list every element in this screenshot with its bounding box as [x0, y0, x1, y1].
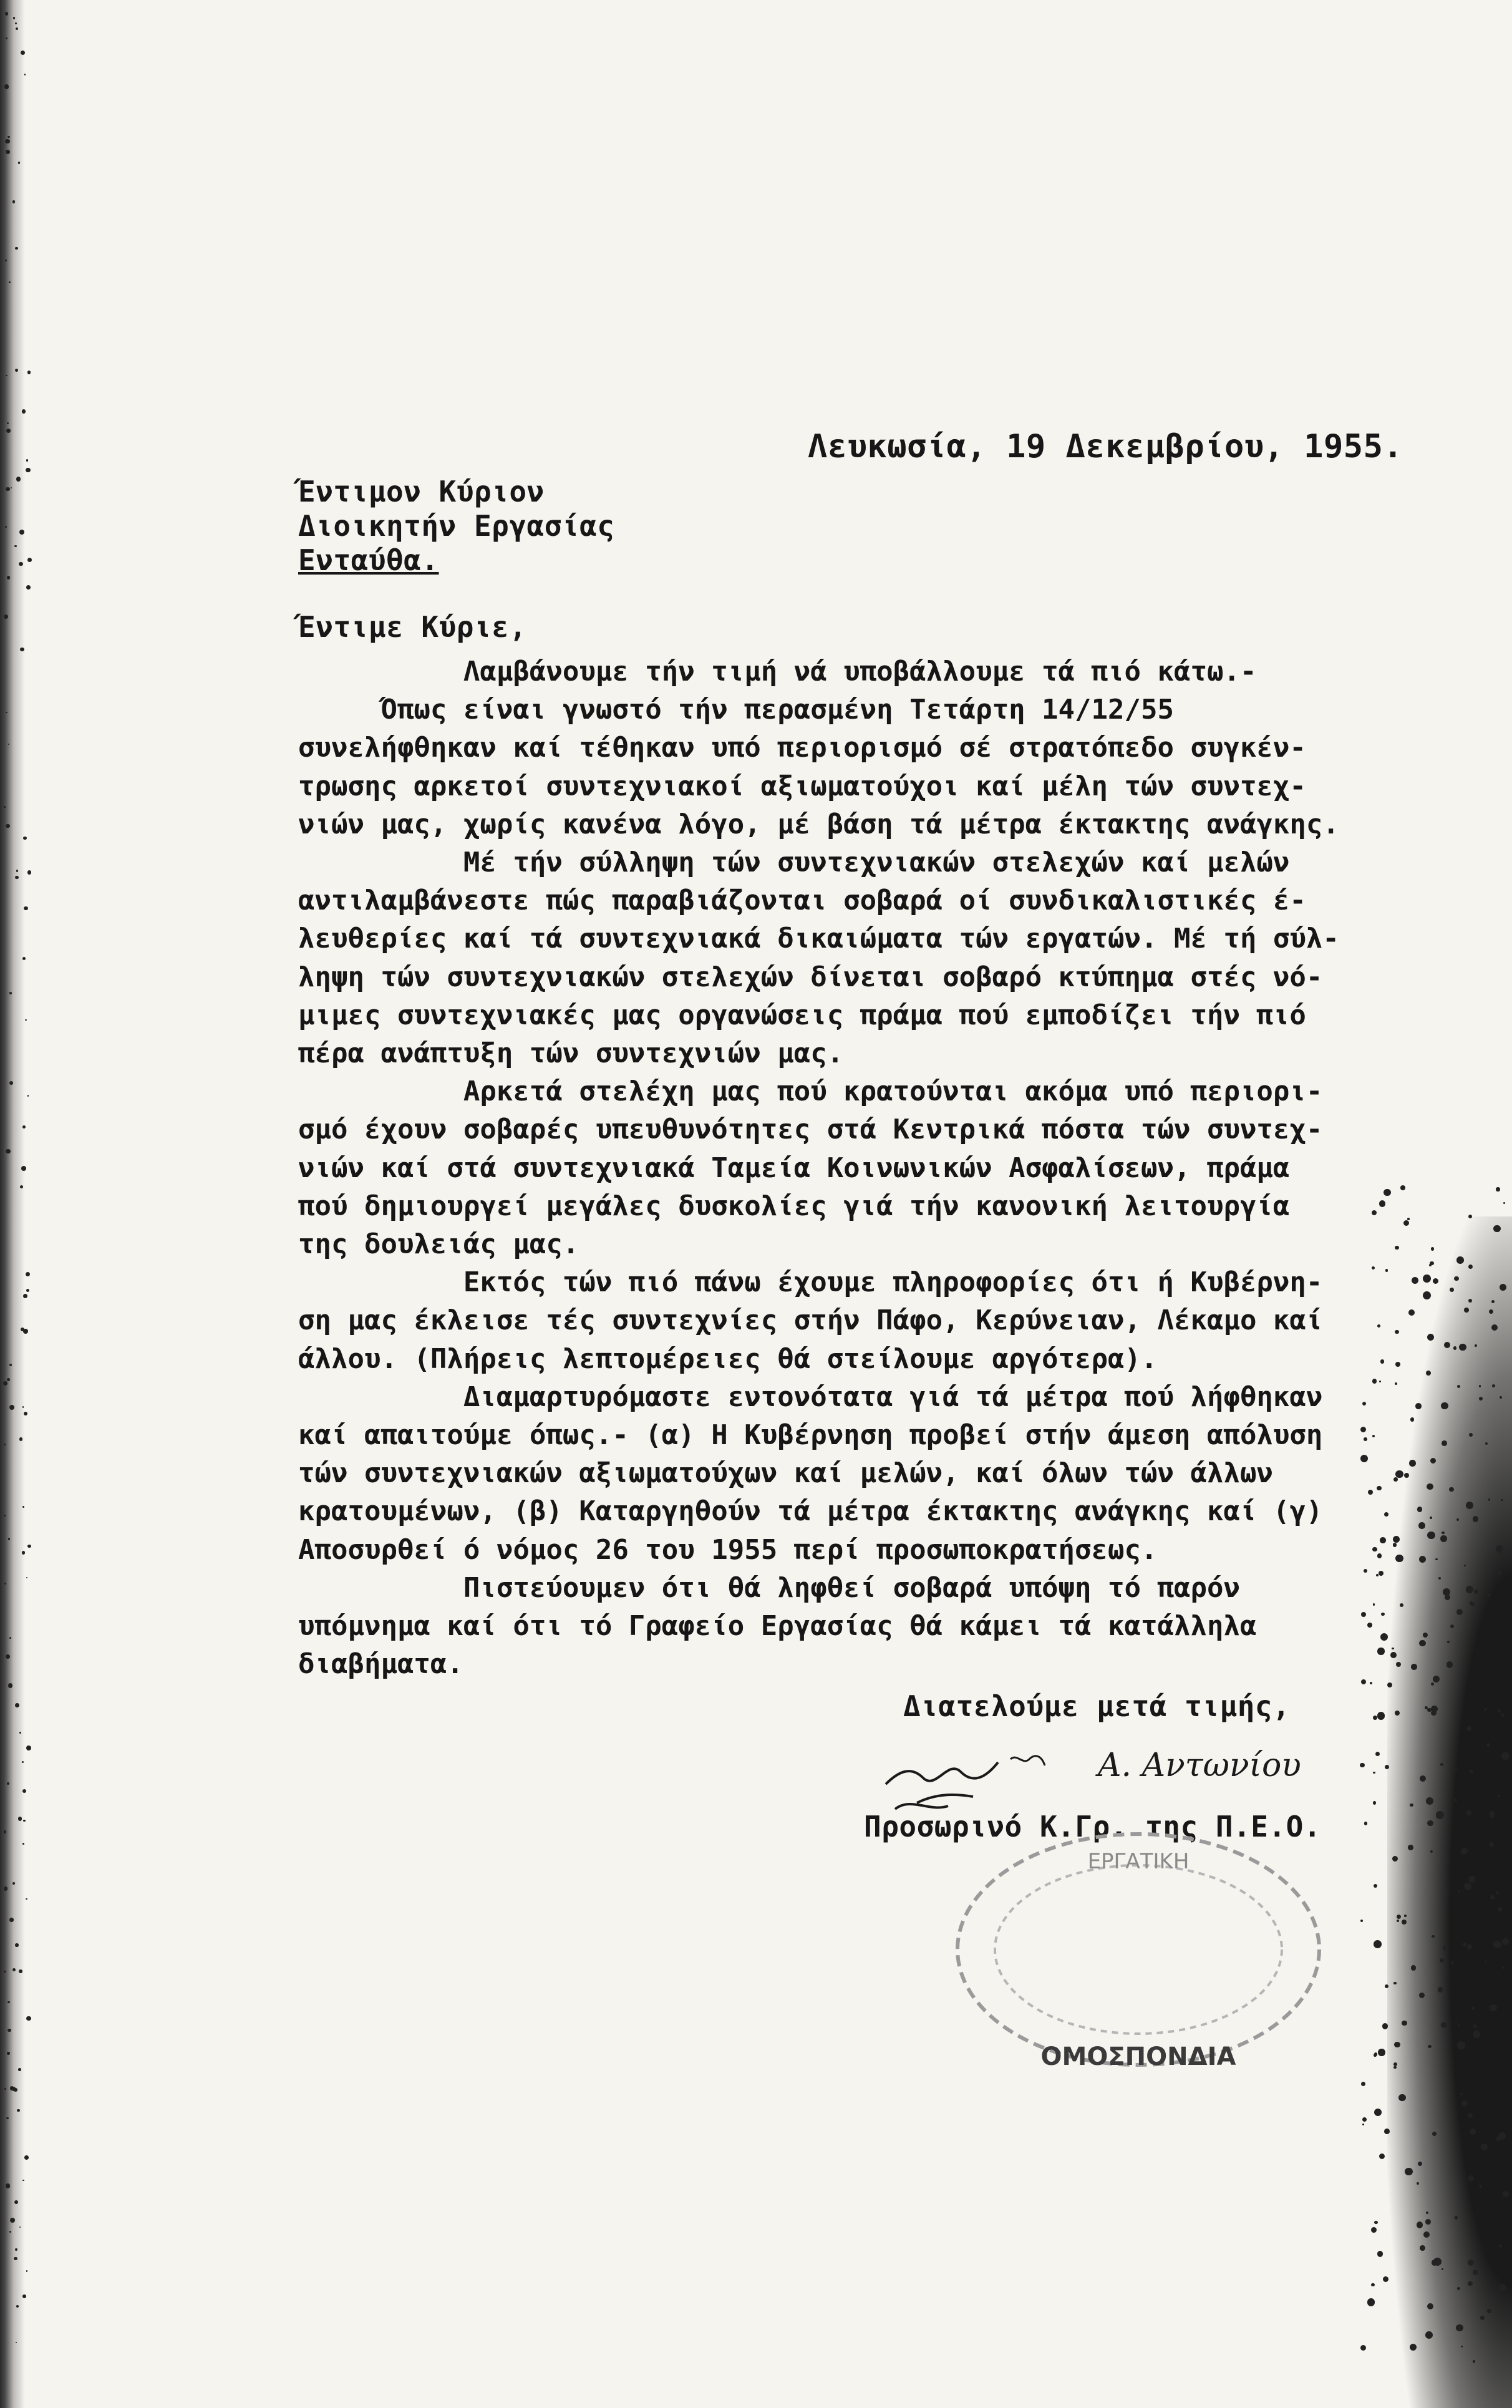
speck — [1380, 1633, 1388, 1641]
speck — [1394, 2042, 1400, 2047]
speck — [1379, 2153, 1385, 2160]
speck — [1370, 1682, 1372, 1684]
speck — [1376, 1574, 1379, 1576]
speck — [1454, 1799, 1457, 1802]
speck — [1492, 1384, 1495, 1387]
speck — [1360, 1763, 1365, 1768]
speck — [6, 2117, 8, 2119]
speck — [1378, 2049, 1385, 2056]
stamp-top-text: ΕΡΓΑΤΙΚΗ — [1087, 1849, 1190, 1874]
speck — [26, 1745, 31, 1750]
speck — [24, 74, 26, 75]
speck — [6, 2183, 10, 2188]
speck — [24, 2155, 29, 2160]
speck — [15, 1703, 19, 1707]
speck — [1404, 1915, 1407, 1917]
body-line: μιμες συντεχνιακές μας οργανώσεις πράμα πού εμποδίζει τήν πιό — [298, 999, 1306, 1031]
speck — [1493, 1941, 1501, 1949]
speck — [1372, 1547, 1377, 1551]
speck — [1441, 2022, 1447, 2028]
speck — [1374, 1940, 1382, 1948]
speck — [4, 84, 9, 89]
speck — [1398, 2094, 1406, 2102]
speck — [1420, 2245, 1425, 2251]
speck — [1379, 1200, 1385, 1206]
speck — [1443, 1588, 1450, 1596]
speck — [1403, 1220, 1409, 1226]
speck — [1442, 1532, 1445, 1535]
speck — [1431, 1247, 1435, 1251]
speck — [1374, 2052, 1378, 2056]
speck — [1499, 2245, 1502, 2248]
speck — [1373, 1772, 1375, 1774]
letter-date: Λευκωσία, 19 Δεκεμβρίου, 1955. — [808, 428, 1403, 465]
speck — [1433, 1676, 1440, 1682]
speck — [25, 1019, 26, 1021]
speck — [1395, 1330, 1398, 1334]
speck — [27, 870, 31, 874]
speck — [1473, 2270, 1478, 2274]
speck — [1423, 1274, 1431, 1283]
speck — [1453, 1346, 1456, 1349]
speck — [26, 2270, 28, 2272]
speck — [1402, 2021, 1407, 2026]
speck — [1364, 1437, 1367, 1441]
body-line: Διαμαρτυρόμαστε εντονότατα γιά τά μέτρα πού λήφθηκαν — [298, 1381, 1323, 1413]
speck — [1374, 1884, 1377, 1888]
speck — [1362, 1402, 1366, 1405]
speck — [1372, 1210, 1377, 1215]
speck — [1395, 1362, 1400, 1367]
speck — [6, 824, 9, 828]
body-line: νιών μας, χωρίς κανένα λόγο, μέ βάση τά μέτρα έκτακτης ανάγκης. — [298, 808, 1339, 840]
speck — [1373, 1801, 1376, 1804]
speck — [1470, 2129, 1476, 2135]
speck — [1455, 2021, 1457, 2022]
speck — [1364, 1569, 1368, 1573]
speck — [1372, 1435, 1375, 1437]
speck — [16, 2305, 19, 2308]
speck — [1393, 2066, 1396, 2069]
speck — [22, 1789, 26, 1793]
speck — [1411, 1664, 1417, 1670]
speck — [1460, 2093, 1463, 2095]
speck — [1377, 2251, 1384, 2257]
speck — [1374, 2221, 1377, 2224]
speck — [1362, 2124, 1364, 2125]
speck — [26, 459, 29, 462]
speck — [1487, 2309, 1491, 2313]
speck — [1450, 1288, 1454, 1292]
speck — [1395, 1246, 1399, 1250]
speck — [10, 2086, 14, 2090]
speck — [1392, 1856, 1398, 1862]
speck — [1373, 1603, 1375, 1606]
speck — [1373, 1716, 1377, 1720]
speck — [1441, 1402, 1448, 1409]
body-line: Πιστεύουμεν ότι θά ληφθεί σοβαρά υπόψη τό παρόν — [298, 1571, 1240, 1604]
speck — [1400, 1603, 1403, 1607]
speck — [1442, 1440, 1447, 1446]
speck — [22, 409, 26, 413]
speck — [1468, 2281, 1472, 2286]
speck — [1385, 1765, 1389, 1769]
speck — [1393, 2062, 1397, 2066]
body-line: Όπως είναι γνωστό τήν περασμένη Τετάρτη 14/12/55 — [298, 694, 1174, 726]
body-line: κρατουμένων, (β) Καταργηθούν τά μέτρα έκτακτης ανάγκης καί (γ) — [298, 1495, 1323, 1528]
speck — [19, 562, 23, 566]
speck — [1427, 1708, 1432, 1712]
speck — [1470, 1770, 1473, 1773]
speck — [8, 1538, 11, 1540]
speck — [1379, 1571, 1384, 1576]
body-line: τρωσης αρκετοί συντεχνιακοί αξιωματούχοι καί μέλη τών συντεχ- — [298, 770, 1306, 802]
speck — [1473, 2031, 1480, 2038]
speck — [24, 906, 28, 911]
body-line: σμό έχουν σοβαρές υπευθυνότητες στά Κεντρικά πόστα τών συντεχ- — [298, 1114, 1323, 1146]
speck — [1410, 2344, 1417, 2351]
speck — [1497, 1570, 1501, 1575]
closing: Διατελούμε μετά τιμής, — [903, 1689, 1291, 1723]
scan-edge-left — [0, 0, 25, 2408]
speck — [5, 526, 7, 528]
body-line: διαβήματα. — [298, 1648, 463, 1681]
speck — [1367, 1623, 1372, 1628]
speck — [10, 2218, 15, 2223]
speck — [6, 1149, 10, 1153]
speck — [16, 477, 21, 482]
body-line: ση μας έκλεισε τές συντεχνίες στήν Πάφο, Κερύνειαν, Λέκαμο καί — [298, 1304, 1323, 1337]
speck — [1385, 1269, 1388, 1272]
speck — [1458, 2024, 1460, 2026]
speck — [1461, 1848, 1468, 1855]
speck — [1500, 1284, 1506, 1291]
speck — [22, 1761, 24, 1763]
speck — [19, 530, 24, 535]
speck — [27, 1095, 29, 1096]
speck — [1473, 2024, 1477, 2028]
handwritten-signature-icon — [873, 1734, 1135, 1822]
speck — [12, 200, 16, 203]
speck — [7, 576, 10, 579]
body-line: Εκτός τών πιό πάνω έχουμε πληροφορίες ότι ή Κυβέρνη- — [298, 1266, 1323, 1299]
speck — [1361, 1612, 1367, 1618]
speck — [1486, 1743, 1490, 1746]
speck — [1449, 1487, 1453, 1492]
speck — [15, 876, 18, 879]
speck — [16, 870, 18, 871]
speck — [1408, 1309, 1415, 1316]
speck — [23, 1294, 27, 1298]
body-line: τών συντεχνιακών αξιωματούχων καί μελών, καί όλων τών άλλων — [298, 1457, 1273, 1490]
speck — [1418, 2162, 1422, 2166]
speck — [1390, 1652, 1397, 1658]
speck — [1409, 1460, 1415, 1466]
speck — [20, 1185, 23, 1188]
speck — [6, 1654, 10, 1659]
speck — [1503, 1202, 1505, 1204]
speck — [22, 2294, 26, 2298]
stamp-bottom-text: ΟΜΟΣΠΟΝΔΙΑ — [1040, 2042, 1236, 2071]
speck — [1410, 1417, 1414, 1421]
speck — [9, 1081, 13, 1085]
speck — [26, 1289, 29, 1292]
body-line: αντιλαμβάνεστε πώς παραβιάζονται σοβαρά οί συνδικαλιστικές έ- — [298, 885, 1306, 917]
speck — [9, 2231, 11, 2233]
speck — [1360, 1920, 1363, 1922]
sender-title: Προσωρινό Κ.Γρ. της Π.Ε.Ο. — [864, 1810, 1322, 1843]
speck — [4, 1515, 6, 1517]
speck — [1468, 1265, 1473, 1269]
body-line: λευθερίες καί τά συντεχνιακά δικαιώματα τών εργατών. Μέ τή σύλ- — [298, 923, 1339, 955]
speck — [1496, 1545, 1503, 1553]
body-line: της δουλειάς μας. — [298, 1228, 579, 1260]
speck — [7, 136, 9, 138]
speck — [1490, 1815, 1493, 1818]
speck — [4, 2088, 6, 2090]
speck — [1470, 1601, 1473, 1605]
speck — [1360, 1427, 1366, 1432]
speck — [1383, 2276, 1388, 2282]
speck — [1479, 2185, 1481, 2187]
speck — [1384, 1189, 1390, 1196]
recipient-line-2: Διοικητήν Εργασίας — [298, 509, 615, 543]
speck — [9, 1637, 11, 1639]
body-line: καί απαιτούμε όπως.- (α) Η Κυβέρνηση προβεί στήν άμεση απόλυση — [298, 1419, 1323, 1451]
speck — [7, 2029, 11, 2032]
speck — [1457, 2041, 1465, 2049]
speck — [1417, 2221, 1423, 2228]
speck — [1415, 1403, 1422, 1409]
speck — [1444, 1342, 1450, 1348]
speck — [1360, 2345, 1366, 2351]
speck — [1396, 1662, 1401, 1667]
speck — [4, 1886, 7, 1890]
speck — [1440, 1763, 1443, 1766]
speck — [1407, 1218, 1410, 1220]
speck — [23, 1820, 25, 1822]
speck — [1457, 2287, 1460, 2290]
speck — [1360, 1455, 1368, 1462]
speck — [7, 2052, 10, 2055]
speck — [1427, 1334, 1434, 1341]
speck — [1498, 1795, 1500, 1797]
speck — [1438, 1987, 1443, 1992]
speck — [22, 1551, 25, 1554]
speck — [1385, 1984, 1388, 1988]
speck — [1502, 1938, 1509, 1945]
speck — [22, 1843, 24, 1845]
speck — [24, 1412, 27, 1415]
speck — [7, 1378, 10, 1381]
speck — [1375, 1752, 1380, 1756]
speck — [1440, 1958, 1444, 1963]
speck — [1484, 1708, 1486, 1711]
speck — [18, 162, 21, 164]
speck — [1364, 1822, 1368, 1825]
speck — [17, 2109, 20, 2112]
speck — [1374, 2109, 1382, 2116]
speck — [19, 1732, 21, 1734]
speck — [1381, 1613, 1385, 1616]
speck — [1361, 2082, 1366, 2087]
speck — [1372, 1266, 1375, 1270]
speck — [1455, 2216, 1458, 2219]
speck — [5, 139, 9, 143]
body-line: Μέ τήν σύλληψη τών συντεχνιακών στελεχών καί μελών — [298, 847, 1290, 878]
speck — [1393, 1982, 1397, 1985]
speck — [1501, 1752, 1510, 1760]
body-line: Λαμβάνουμε τήν τιμή νά υποβάλλουμε τά πιό κάτω.- — [298, 656, 1257, 687]
speck — [1387, 1682, 1393, 1688]
speck — [1430, 1850, 1433, 1853]
speck — [1362, 2117, 1367, 2122]
speck — [1377, 1712, 1385, 1720]
salutation: Έντιμε Κύριε, — [298, 610, 527, 644]
speck — [1498, 1907, 1501, 1911]
speck — [1384, 2129, 1390, 2134]
speck — [1425, 2219, 1431, 2225]
speck — [1430, 1517, 1432, 1518]
speck — [1393, 1543, 1397, 1547]
speck — [1496, 1187, 1500, 1191]
speck — [12, 1882, 15, 1885]
speck — [1487, 1594, 1490, 1597]
speck — [1371, 2227, 1377, 2233]
speck — [1417, 2182, 1419, 2185]
speck — [1419, 1556, 1426, 1563]
speck — [1436, 1811, 1443, 1818]
speck — [7, 1782, 9, 1785]
speck — [1431, 1711, 1436, 1716]
speck — [1400, 1185, 1405, 1190]
body-line: πέρα ανάπτυξη τών συντεχνιών μας. — [298, 1037, 844, 1069]
signature-name: Α. Αντωνίου — [1098, 1747, 1301, 1784]
speck — [1368, 1490, 1373, 1495]
speck — [1433, 2258, 1442, 2266]
body-line: άλλου. (Πλήρεις λεπτομέρειες θά στείλουμε αργότερα). — [298, 1342, 1158, 1375]
speck — [1496, 1891, 1498, 1894]
speck — [13, 17, 15, 19]
speck — [27, 1545, 31, 1548]
speck — [8, 1683, 13, 1688]
body-line: Αρκετά στελέχη μας πού κρατούνται ακόμα υπό περιορι- — [298, 1075, 1323, 1108]
speck — [1377, 1553, 1382, 1558]
speck — [1456, 1256, 1464, 1264]
body-line: ληψη τών συντεχνιακών στελεχών δίνεται σοβαρό κτύπημα στές νό- — [298, 961, 1323, 993]
speck — [4, 806, 6, 808]
speck — [18, 2068, 21, 2071]
speck — [4, 1830, 6, 1833]
speck — [1377, 1648, 1384, 1654]
speck — [6, 712, 7, 713]
speck — [26, 1577, 27, 1578]
speck — [1379, 1381, 1381, 1382]
speck — [1493, 1225, 1500, 1232]
speck — [14, 545, 16, 547]
speck — [4, 614, 8, 619]
speck — [1426, 2211, 1428, 2214]
recipient-line-1: Έντιμον Κύριον — [298, 475, 545, 508]
speck — [1408, 1845, 1413, 1850]
speck — [11, 487, 12, 488]
speck — [15, 1943, 18, 1946]
speck — [1473, 2360, 1475, 2362]
speck — [9, 1918, 13, 1921]
speck — [1463, 1943, 1466, 1946]
speck — [22, 1506, 24, 1508]
body-line: πού δημιουργεί μεγάλες δυσκολίες γιά τήν κανονική λειτουργία — [298, 1190, 1290, 1222]
speck — [1417, 1507, 1423, 1512]
speck — [7, 2001, 10, 2004]
speck — [1395, 1555, 1403, 1562]
speck — [1427, 1532, 1435, 1540]
speck — [1410, 1804, 1413, 1807]
speck — [9, 992, 12, 994]
speck — [1448, 1826, 1450, 1828]
speck — [1464, 1308, 1469, 1313]
speck — [26, 2016, 31, 2021]
speck — [1473, 1516, 1479, 1522]
speck — [26, 468, 31, 473]
speck — [1427, 1483, 1433, 1490]
speck — [26, 1272, 30, 1276]
speck — [1420, 1775, 1426, 1782]
speck — [6, 487, 10, 492]
speck — [1367, 2298, 1375, 2306]
speck — [1468, 2113, 1473, 2118]
speck — [1447, 1661, 1453, 1668]
speck — [1372, 1379, 1377, 1384]
speck — [23, 837, 27, 840]
body-line: Αποσυρθεί ό νόμος 26 του 1955 περί προσωποκρατήσεως. — [298, 1533, 1158, 1566]
speck — [14, 2257, 17, 2260]
speck — [1501, 1714, 1505, 1717]
speck — [1361, 1679, 1366, 1684]
speck — [1393, 1477, 1398, 1482]
speck — [26, 585, 31, 590]
speck — [1491, 1324, 1498, 1331]
speck — [19, 1969, 22, 1973]
speck — [8, 744, 9, 745]
speck — [1456, 2324, 1463, 2332]
speck — [1380, 1537, 1385, 1543]
recipient-line-3: Ενταύθα. — [298, 543, 439, 577]
speck — [27, 371, 31, 374]
speck — [18, 1817, 22, 1820]
speck — [21, 1166, 26, 1171]
speck — [15, 2248, 17, 2251]
organization-stamp — [933, 1818, 1332, 2080]
body-line: νιών καί στά συντεχνιακά Ταμεία Κοινωνικών Ασφαλίσεων, πράμα — [298, 1152, 1290, 1184]
speck — [1377, 1324, 1380, 1328]
speck — [1380, 1359, 1384, 1363]
body-line: υπόμνημα καί ότι τό Γραφείο Εργασίας θά κάμει τά κατάλληλα — [298, 1610, 1257, 1642]
speck — [1459, 1344, 1466, 1351]
speck — [1371, 2283, 1374, 2286]
speck — [1499, 2284, 1506, 2291]
speck — [15, 22, 17, 24]
speck — [27, 558, 32, 562]
speck — [1498, 1709, 1501, 1712]
speck — [26, 1898, 27, 1900]
speck — [1377, 1486, 1382, 1491]
speck — [12, 1968, 16, 1971]
body-line: συνελήφθηκαν καί τέθηκαν υπό περιορισμό σέ στρατόπεδο συγκέν- — [298, 732, 1306, 764]
